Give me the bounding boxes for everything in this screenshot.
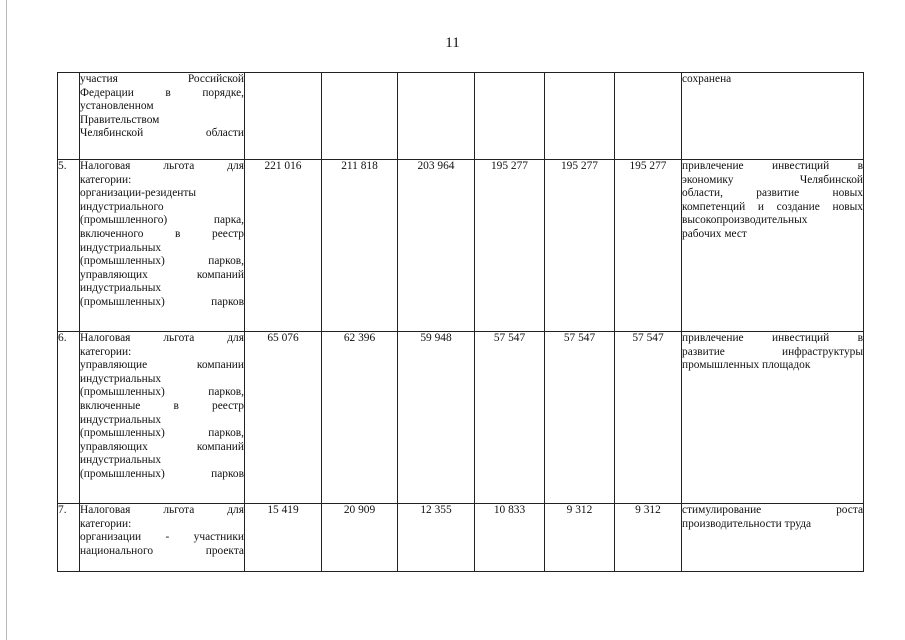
benefit-description-cell xyxy=(80,73,245,160)
value-cell: 221 016 xyxy=(245,160,322,332)
description-line: индустриальных xyxy=(80,282,162,295)
description-line: категории: xyxy=(80,345,132,358)
description-line: индустриального xyxy=(80,200,164,213)
description-line: участия Российской xyxy=(80,73,244,85)
benefits-table xyxy=(57,72,864,572)
value-cell: 57 547 xyxy=(615,332,682,504)
goal-cell xyxy=(682,73,864,160)
value-cell: 59 948 xyxy=(398,332,475,504)
description-line: организации-резиденты xyxy=(80,187,197,200)
description-line: индустриальных xyxy=(80,454,162,467)
goal-line: производительности труда xyxy=(682,517,812,530)
description-line: индустриальных xyxy=(80,413,162,426)
row-number-cell xyxy=(58,73,80,160)
value-cell: 57 547 xyxy=(475,332,545,504)
description-line: Налоговая льгота для xyxy=(80,504,244,516)
goal-line: рабочих мест xyxy=(682,227,747,240)
description-line: Правительством xyxy=(80,113,160,126)
goal-line: компетенций и создание новых xyxy=(682,200,863,213)
value-cell: 211 818 xyxy=(322,160,398,332)
value-cell: 195 277 xyxy=(475,160,545,332)
row-number-cell: 6. xyxy=(58,332,80,504)
value-cell xyxy=(322,73,398,160)
goal-line: промышленных площадок xyxy=(682,359,811,372)
value-cell: 203 964 xyxy=(398,160,475,332)
description-line: (промышленных) парков, xyxy=(80,386,244,399)
value-cell xyxy=(245,73,322,160)
description-line: (промышленных) парков, xyxy=(80,255,244,268)
description-line: (промышленных) парков, xyxy=(80,427,244,440)
value-cell: 10 833 xyxy=(475,504,545,572)
value-cell: 195 277 xyxy=(615,160,682,332)
goal-line: привлечение инвестиций в xyxy=(682,160,863,172)
goal-line: стимулирование роста xyxy=(682,504,863,516)
value-cell xyxy=(398,73,475,160)
goal-cell xyxy=(682,504,864,572)
goal-line: экономику Челябинской xyxy=(682,173,863,186)
description-line: категории: xyxy=(80,173,132,186)
row-number-cell: 5. xyxy=(58,160,80,332)
table-row xyxy=(58,160,864,332)
value-cell: 15 419 xyxy=(245,504,322,572)
description-line: (промышленного) парка, xyxy=(80,214,244,227)
goal-cell xyxy=(682,160,864,332)
description-line: Челябинской области xyxy=(80,127,244,140)
goal-line: сохранена xyxy=(682,73,732,85)
page-edge-line xyxy=(6,0,7,640)
value-cell xyxy=(545,73,615,160)
value-cell xyxy=(615,73,682,160)
value-cell: 20 909 xyxy=(322,504,398,572)
benefit-description-cell xyxy=(80,160,245,332)
table-row xyxy=(58,504,864,572)
value-cell: 57 547 xyxy=(545,332,615,504)
value-cell: 9 312 xyxy=(545,504,615,572)
description-line: управляющих компаний xyxy=(80,440,244,453)
goal-cell xyxy=(682,332,864,504)
description-line: индустриальных xyxy=(80,241,162,254)
description-line: индустриальных xyxy=(80,372,162,385)
goal-line: привлечение инвестиций в xyxy=(682,332,863,344)
goal-line: высокопроизводительных xyxy=(682,214,808,227)
description-line: Налоговая льгота для xyxy=(80,332,244,344)
page-number: 11 xyxy=(445,35,460,51)
value-cell: 9 312 xyxy=(615,504,682,572)
description-line: Налоговая льгота для xyxy=(80,160,244,172)
value-cell: 12 355 xyxy=(398,504,475,572)
description-line: организации - участники xyxy=(80,531,244,544)
goal-line: развитие инфраструктуры xyxy=(682,345,863,358)
value-cell xyxy=(475,73,545,160)
description-line: категории: xyxy=(80,517,132,530)
benefit-description-cell xyxy=(80,504,245,572)
value-cell: 65 076 xyxy=(245,332,322,504)
description-line: Федерации в порядке, xyxy=(80,86,244,99)
description-line: управляющие компании xyxy=(80,359,244,372)
table-row xyxy=(58,332,864,504)
description-line: включенного в реестр xyxy=(80,227,244,240)
value-cell: 195 277 xyxy=(545,160,615,332)
description-line: установленном xyxy=(80,100,154,113)
benefit-description-cell xyxy=(80,332,245,504)
description-line: включенные в реестр xyxy=(80,399,244,412)
row-number-cell: 7. xyxy=(58,504,80,572)
description-line: (промышленных) парков xyxy=(80,467,244,480)
description-line: управляющих компаний xyxy=(80,268,244,281)
table-row xyxy=(58,73,864,160)
description-line: (промышленных) парков xyxy=(80,295,244,308)
value-cell: 62 396 xyxy=(322,332,398,504)
goal-line: области, развитие новых xyxy=(682,187,863,200)
description-line: национального проекта xyxy=(80,544,244,557)
